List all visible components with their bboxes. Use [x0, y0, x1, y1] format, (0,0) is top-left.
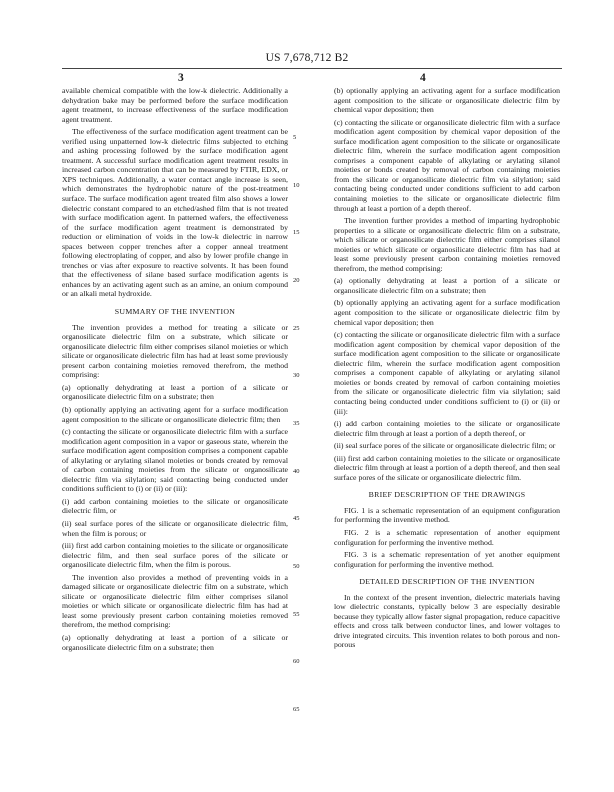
header-rule: [62, 68, 562, 69]
line-number: 25: [293, 325, 300, 332]
line-number: 40: [293, 468, 300, 475]
paragraph: (a) optionally dehydrating at least a portion of a silicate or organosilicate dielectric film on a substrate; then: [62, 382, 288, 402]
left-page-number: 3: [178, 72, 184, 84]
paragraph: (iii) first add carbon containing moieties to the silicate or organosilicate dielectric film through at least a portion of a depth thereof, and then seal surface pores of the silicate or organosilicate dielectric film.: [334, 453, 560, 482]
paragraph: (ii) seal surface pores of the silicate or organosilicate dielectric film; or: [334, 441, 556, 451]
line-number: 45: [293, 515, 300, 522]
paragraph: (c) contacting the silicate or organosilicate dielectric film with a surface modification agent composition by chemical vapor deposition of the surface modification agent composition to the silicate or organosilicate dielectric film, wherein the surface modification agent composition comprises a component capable of alkylating or arylating silanol moieties or bonds created by removal of carbon containing moieties from the silicate or organosilicate dielectric film via silylation; said contacting being conducted under conditions sufficient to add carbon containing moieties to the silicate or organosilicate dielectric film through at least a portion of a depth thereof.: [334, 117, 560, 213]
line-number: 30: [293, 372, 300, 379]
section-heading: SUMMARY OF THE INVENTION: [114, 307, 236, 317]
line-number: 15: [293, 229, 300, 236]
left-column: [62, 86, 288, 655]
paragraph: FIG. 1 is a schematic representation of an equipment configuration for performing the inventive method.: [334, 505, 560, 525]
line-number: 60: [293, 658, 300, 665]
paragraph: (a) optionally dehydrating at least a portion of a silicate or organosilicate dielectric film on a substrate; then: [62, 632, 288, 652]
section-heading: BRIEF DESCRIPTION OF THE DRAWINGS: [368, 490, 526, 500]
paragraph: The invention also provides a method of preventing voids in a damaged silicate or organosilicate dielectric film on a substrate, which silicate or organosilicate dielectric film either comprises silanol moieties or which silicate or organosilicate dielectric film has had at least some previously present carbon containing moieties removed therefrom, the method comprising:: [62, 572, 288, 630]
line-number: 35: [293, 420, 300, 427]
paragraph: In the context of the present invention, dielectric materials having low dielectric constants, typically below 3 are especially desirable because they typically allow faster signal propagation, reduce capacitive effects and cross talk between conductor lines, and lower voltages to drive integrated circuits. This invention relates to both porous and non-porous: [334, 592, 560, 650]
paragraph: (iii) first add carbon containing moieties to the silicate or organosilicate dielectric film, and then seal surface pores of the silicate or organosilicate dielectric film, when the film is porous.: [62, 541, 288, 570]
right-column: [334, 86, 560, 653]
right-page-number: 4: [420, 72, 426, 84]
paragraph: (b) optionally applying an activating agent for a surface modification agent composition to the silicate or organosilicate dielectric film by chemical vapor deposition; then: [334, 86, 560, 115]
paragraph: The invention provides a method for treating a silicate or organosilicate dielectric film on a substrate, which silicate or organosilicate dielectric film either comprises silanol moieties or which silicate or organosilicate dielectric film has had at least some previously present carbon containing moieties removed therefrom, the method comprising:: [62, 322, 288, 380]
paragraph: FIG. 2 is a schematic representation of another equipment configuration for performing the inventive method.: [334, 527, 560, 547]
paragraph: The effectiveness of the surface modification agent treatment can be verified using unpatterned low-k dielectric films subjected to etching and ashing processing followed by the surface modification agent treatment. A successful surface modification agent treatment results in increased carbon concentration that can be measured by FTIR, EDX, or XPS techniques. Additionally, a water contact angle increase is seen, which demonstrates the hydrophobic nature of the post-treatment surface. The surface modification agent treated film also shows a lower dielectric constant compared to an etched/ashed film that is not treated with surface modification agent. In patterned wafers, the effectiveness of the surface modification agent treatment is demonstrated by reduction or elimination of voids in the low-k dielectric in narrow spaces between copper trenches after a copper anneal treatment following electroplating of copper, and also by lower profile change in trenches or vias after exposure to reactive solvents. It has been found that the effectiveness of silane based surface modification agents is enhances by an activating agent such as an amine, an onium compound or an alkali metal hydroxide.: [62, 127, 288, 299]
section-heading: DETAILED DESCRIPTION OF THE INVENTION: [359, 577, 535, 587]
line-number: 50: [293, 563, 300, 570]
paragraph: (ii) seal surface pores of the silicate or organosilicate dielectric film, when the film is porous; or: [62, 518, 288, 538]
line-number: 20: [293, 277, 300, 284]
paragraph: (i) add carbon containing moieties to the silicate or organosilicate dielectric film through at least a portion of a depth thereof, or: [334, 419, 560, 438]
paragraph: (b) optionally applying an activating agent for a surface modification agent composition to the silicate or organosilicate dielectric film; then: [62, 404, 288, 424]
paragraph: (b) optionally applying an activating agent for a surface modification agent composition to the silicate or organosilicate dielectric film by chemical vapor deposition; then: [334, 298, 560, 327]
line-number: 5: [293, 134, 297, 141]
line-number: 55: [293, 611, 300, 618]
paragraph: (i) add carbon containing moieties to the silicate or organosilicate dielectric film, or: [62, 496, 288, 516]
paragraph: (c) contacting the silicate or organosilicate dielectric film with a surface modification agent composition by chemical vapor deposition of the surface modification agent composition to the silicate or organosilicate dielectric film, wherein the surface modification agent composition comprises a component capable of alkylating or arylating silanol moieties or bonds created by removal of carbon containing moieties from the silicate or organosilicate dielectric film via silylation; said contacting being conducted under conditions sufficient to (i) or (ii) or (iii):: [334, 330, 560, 416]
paragraph: FIG. 3 is a schematic representation of yet another equipment configuration for performing the inventive method.: [334, 550, 560, 569]
paragraph: The invention further provides a method of imparting hydrophobic properties to a silicate or organosilicate dielectric film on a substrate, which silicate or organosilicate dielectric film either comprises silanol moieties or which silicate or organosilicate dielectric film has had at least some previously present carbon containing moieties removed therefrom, the method comprising:: [334, 216, 560, 273]
line-number: 65: [293, 706, 300, 713]
paragraph: (c) contacting the silicate or organosilicate dielectric film with a surface modification agent composition in a vapor or gaseous state, wherein the surface modification agent composition comprises a component capable of alkylating or arylating silanol moieties or bonds created by removal of carbon containing moieties from the silicate or organosilicate dielectric film via silylation; said contacting being conducted under conditions sufficient to (i) or (ii) or (iii):: [62, 427, 288, 494]
patent-number: US 7,678,712 B2: [265, 52, 349, 64]
paragraph: available chemical compatible with the low-k dielectric. Additionally a dehydration bake may be performed before the surface modification agent treatment, to increase effectiveness of the surface modification agent treatment.: [62, 86, 288, 124]
paragraph: (a) optionally dehydrating at least a portion of a silicate or organosilicate dielectric film on a substrate; then: [334, 276, 560, 295]
line-number: 10: [293, 182, 300, 189]
